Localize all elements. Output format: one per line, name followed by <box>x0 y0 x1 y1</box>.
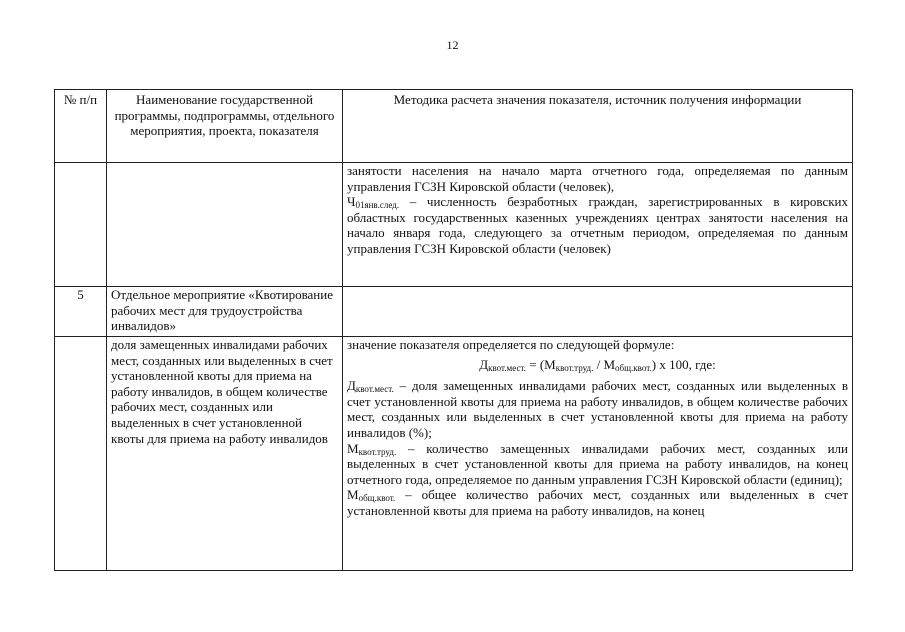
table-row <box>55 287 853 337</box>
definition <box>347 378 848 440</box>
var-subscript: общ.квот. <box>358 493 396 504</box>
definition <box>347 441 848 488</box>
table-row <box>55 337 853 571</box>
var-description: – численность безработных граждан, зарегистрированных в кировских областных государственных казенных учреждениях центрах занятости населения на начало января года, следующего за отчетным периодом, определяемая по данным управления ГСЗН Кировской области (человек) <box>347 194 848 256</box>
cell-name <box>107 163 343 287</box>
var-description: – доля замещенных инвалидами рабочих мест, созданных или выделенных в счет установленной квоты для приема на работу инвалидов, в общем количестве рабочих мест, созданных или выделенных в счет установленной квоты для приема на работу инвалидов (%); <box>347 378 848 440</box>
cell-name: доля замещенных инвалидами рабочих мест, созданных или выделенных в счет установленной квоты для приема на работу инвалидов, в общем количестве рабочих мест, созданных или выделенных в счет установленной квоты для приема на работу инвалидов <box>107 337 343 571</box>
header-num: № п/п <box>55 90 107 163</box>
formula-d-sub: квот.мест. <box>488 362 526 373</box>
var-subscript: 01янв.след. <box>355 200 400 211</box>
var-symbol: М <box>347 440 359 456</box>
formula-tail: ) х 100, где: <box>651 356 716 372</box>
table-row <box>55 163 853 287</box>
var-subscript: квот.труд. <box>358 446 397 457</box>
cell-num: 5 <box>55 287 107 337</box>
formula-d: Д <box>479 356 489 372</box>
formula <box>347 357 848 373</box>
formula-intro: значение показателя определяется по следующей формуле: <box>347 337 675 352</box>
cell-method <box>343 163 853 287</box>
definition <box>347 487 848 518</box>
var-description: – общее количество рабочих мест, созданных или выделенных в счет установленной квоты для приема на работу инвалидов, на конец <box>347 487 848 518</box>
cell-num <box>55 337 107 571</box>
definition <box>347 194 848 256</box>
formula-m2-sub: общ.квот. <box>615 362 652 373</box>
cell-num <box>55 163 107 287</box>
var-symbol: Ч <box>347 194 356 210</box>
page-number: 12 <box>446 38 459 52</box>
table-header-row <box>55 90 853 163</box>
var-symbol: Д <box>347 378 356 394</box>
var-subscript: квот.мест. <box>355 384 394 395</box>
cell-name: Отдельное мероприятие «Квотирование рабочих мест для трудоустройства инвалидов» <box>107 287 343 337</box>
cell-method <box>343 337 853 571</box>
var-description: – количество замещенных инвалидами рабочих мест, созданных или выделенных в счет установленной квоты для приема на работу инвалидов, на конец отчетного года, определяемое по данным управления ГСЗН Кировской области (единиц); <box>347 440 848 487</box>
var-symbol: М <box>347 487 359 503</box>
header-name: Наименование государственной программы, подпрограммы, отдельного мероприятия, проекта, показателя <box>107 90 343 163</box>
header-method: Методика расчета значения показателя, источник получения информации <box>343 90 853 163</box>
formula-eq: = (М <box>525 356 556 372</box>
methodology-table <box>54 89 853 571</box>
method-text: занятости населения на начало марта отчетного года, определяемая по данным управления ГСЗН Кировской области (человек), <box>347 163 848 194</box>
cell-method <box>343 287 853 337</box>
formula-m1-sub: квот.труд. <box>555 362 594 373</box>
formula-div: / М <box>593 356 616 372</box>
